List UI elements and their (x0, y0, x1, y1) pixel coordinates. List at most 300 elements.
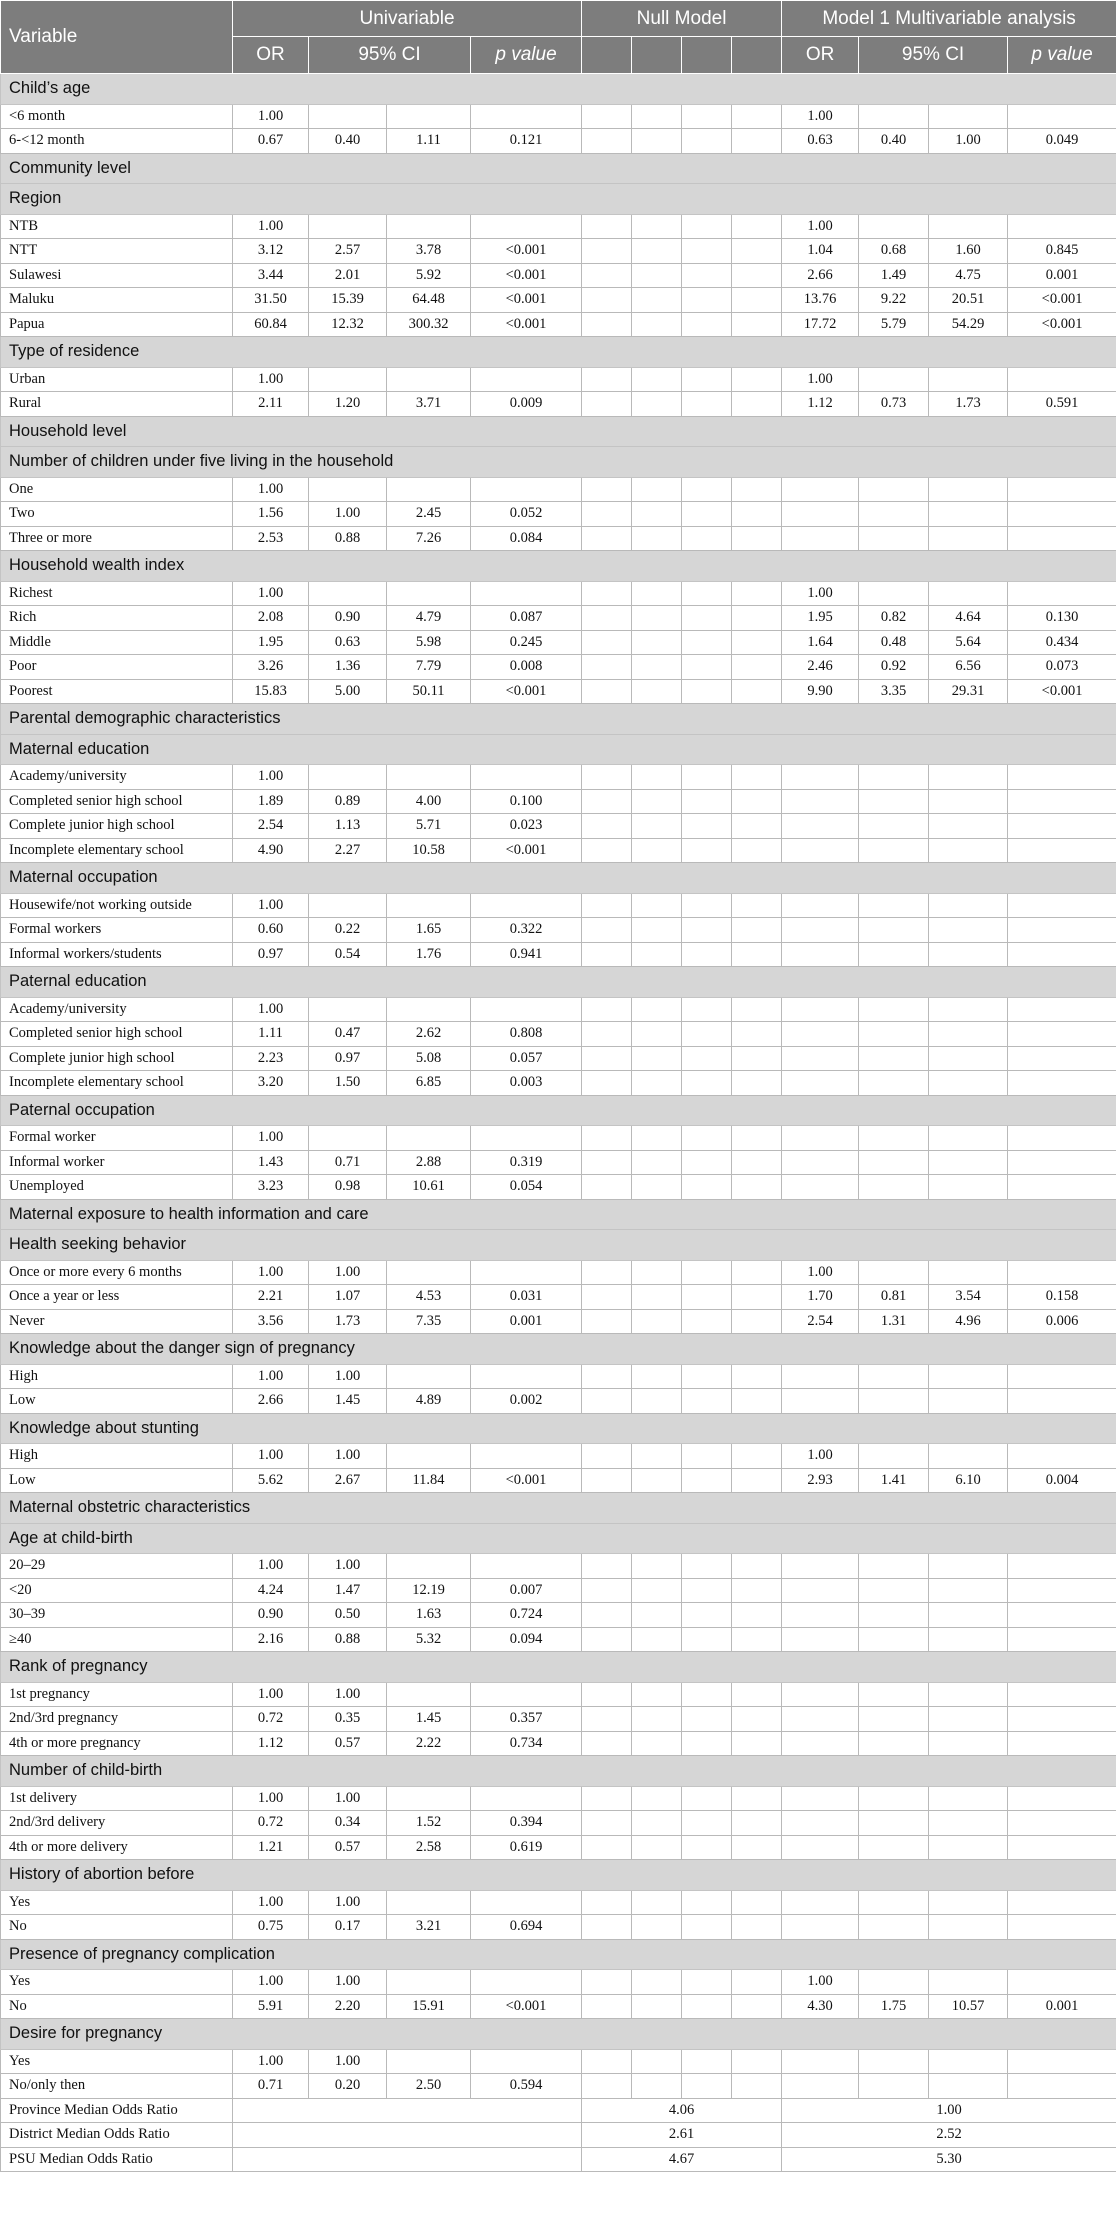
table-cell (859, 1603, 929, 1628)
table-cell: 0.007 (471, 1578, 582, 1603)
table-cell (582, 239, 632, 264)
table-cell (471, 1970, 582, 1995)
row-label: Middle (1, 630, 233, 655)
table-cell (682, 1554, 732, 1579)
table-cell (582, 655, 632, 680)
table-cell (582, 630, 632, 655)
row-label: Low (1, 1468, 233, 1493)
table-cell (732, 1890, 782, 1915)
table-row (1, 814, 1116, 839)
table-cell (682, 1150, 732, 1175)
table-row (1, 477, 1116, 502)
table-cell (859, 1071, 929, 1096)
table-cell (582, 1364, 632, 1389)
table-cell (782, 1786, 859, 1811)
section-header-row (1, 74, 1116, 105)
table-cell: 12.32 (309, 312, 387, 337)
median-odds-label: District Median Odds Ratio (1, 2123, 233, 2148)
table-cell: 1.70 (782, 1285, 859, 1310)
table-cell: 2.66 (233, 1389, 309, 1414)
table-cell: 3.44 (233, 263, 309, 288)
table-cell: 2.23 (233, 1046, 309, 1071)
table-cell (732, 918, 782, 943)
row-label: Completed senior high school (1, 789, 233, 814)
median-odds-null-value: 4.06 (582, 2098, 782, 2123)
table-cell (632, 1444, 682, 1469)
table-cell (732, 2074, 782, 2099)
table-cell (632, 312, 682, 337)
row-label: Sulawesi (1, 263, 233, 288)
table-cell (929, 1707, 1008, 1732)
table-cell: 3.78 (387, 239, 471, 264)
section-label: Age at child-birth (1, 1523, 1116, 1554)
table-cell (387, 1444, 471, 1469)
table-cell (859, 1578, 929, 1603)
row-label: Academy/university (1, 765, 233, 790)
table-cell (732, 1022, 782, 1047)
table-cell (682, 1890, 732, 1915)
table-cell (582, 104, 632, 129)
table-cell (682, 1260, 732, 1285)
table-cell: 0.057 (471, 1046, 582, 1071)
header-variable: Variable (1, 1, 233, 74)
table-cell (859, 942, 929, 967)
table-cell (732, 765, 782, 790)
section-header-row (1, 1756, 1116, 1787)
table-cell (582, 918, 632, 943)
table-cell (782, 893, 859, 918)
row-label: 1st pregnancy (1, 1682, 233, 1707)
table-cell: 7.35 (387, 1309, 471, 1334)
table-cell: 0.158 (1008, 1285, 1116, 1310)
table-cell: 0.845 (1008, 239, 1116, 264)
table-row (1, 502, 1116, 527)
table-cell (929, 214, 1008, 239)
table-row (1, 1126, 1116, 1151)
median-odds-null-value: 4.67 (582, 2147, 782, 2172)
median-odds-model1-value: 5.30 (782, 2147, 1116, 2172)
row-label: No (1, 1915, 233, 1940)
table-cell (682, 312, 732, 337)
table-cell: 1.00 (233, 214, 309, 239)
table-cell: 1.04 (782, 239, 859, 264)
table-cell (471, 765, 582, 790)
section-label: Paternal occupation (1, 1095, 1116, 1126)
table-cell: 2.67 (309, 1468, 387, 1493)
row-label: Housewife/not working outside (1, 893, 233, 918)
section-header-row (1, 416, 1116, 447)
row-label: Two (1, 502, 233, 527)
table-cell (859, 367, 929, 392)
table-cell: 0.81 (859, 1285, 929, 1310)
table-row (1, 1994, 1116, 2019)
table-cell: 0.35 (309, 1707, 387, 1732)
table-row (1, 679, 1116, 704)
table-cell (929, 918, 1008, 943)
table-cell (387, 1786, 471, 1811)
table-row (1, 263, 1116, 288)
section-label: Community level (1, 153, 1116, 184)
table-cell: 0.002 (471, 1389, 582, 1414)
table-cell: 1.52 (387, 1811, 471, 1836)
table-cell: 0.130 (1008, 606, 1116, 631)
table-row (1, 1603, 1116, 1628)
table-cell: 0.003 (471, 1071, 582, 1096)
table-cell: 0.88 (309, 526, 387, 551)
table-row (1, 1970, 1116, 1995)
table-cell (929, 765, 1008, 790)
table-cell: 2.46 (782, 655, 859, 680)
table-cell: 1.43 (233, 1150, 309, 1175)
table-cell (929, 1444, 1008, 1469)
section-header-row (1, 2019, 1116, 2050)
table-cell (582, 838, 632, 863)
table-cell: 1.11 (387, 129, 471, 154)
table-cell (1008, 1022, 1116, 1047)
table-cell (929, 477, 1008, 502)
table-cell: <0.001 (471, 288, 582, 313)
table-cell (782, 1811, 859, 1836)
table-cell (387, 367, 471, 392)
table-header (1, 1, 1116, 74)
header-or-model1: OR (782, 37, 859, 74)
table-cell (1008, 814, 1116, 839)
table-cell (732, 655, 782, 680)
table-cell: 4.75 (929, 263, 1008, 288)
table-cell (682, 392, 732, 417)
table-cell (1008, 1260, 1116, 1285)
table-cell (632, 214, 682, 239)
table-cell (632, 1309, 682, 1334)
section-header-row (1, 1334, 1116, 1365)
table-cell (471, 1364, 582, 1389)
table-cell (471, 367, 582, 392)
row-label: Three or more (1, 526, 233, 551)
table-cell (632, 477, 682, 502)
table-row (1, 392, 1116, 417)
table-cell: 0.75 (233, 1915, 309, 1940)
table-cell (387, 1890, 471, 1915)
table-cell (632, 679, 682, 704)
table-cell: 0.88 (309, 1627, 387, 1652)
table-cell (632, 239, 682, 264)
table-cell: 0.34 (309, 1811, 387, 1836)
table-cell: 4.30 (782, 1994, 859, 2019)
table-cell: 0.73 (859, 392, 929, 417)
table-cell: 2.22 (387, 1731, 471, 1756)
table-cell: 12.19 (387, 1578, 471, 1603)
table-cell (859, 997, 929, 1022)
table-cell (682, 1915, 732, 1940)
table-cell: 2.16 (233, 1627, 309, 1652)
table-cell (582, 1627, 632, 1652)
section-header-row (1, 184, 1116, 215)
table-cell (632, 1150, 682, 1175)
table-cell: 2.58 (387, 1835, 471, 1860)
table-cell (1008, 1682, 1116, 1707)
header-ci-model1: 95% CI (859, 37, 1008, 74)
table-cell (582, 2049, 632, 2074)
table-cell (582, 526, 632, 551)
table-row (1, 765, 1116, 790)
table-cell: 1.20 (309, 392, 387, 417)
table-cell: 20.51 (929, 288, 1008, 313)
table-cell (682, 367, 732, 392)
table-cell: 1.07 (309, 1285, 387, 1310)
row-label: Once or more every 6 months (1, 1260, 233, 1285)
table-cell (632, 1890, 682, 1915)
table-cell (682, 1970, 732, 1995)
table-cell (782, 1150, 859, 1175)
table-cell (782, 1890, 859, 1915)
table-cell: 3.54 (929, 1285, 1008, 1310)
table-cell (929, 997, 1008, 1022)
table-row (1, 1364, 1116, 1389)
table-cell (582, 893, 632, 918)
footer-blank-cell (233, 2098, 582, 2123)
row-label: Complete junior high school (1, 1046, 233, 1071)
table-cell: 1.00 (233, 1970, 309, 1995)
table-cell (1008, 1175, 1116, 1200)
section-label: Health seeking behavior (1, 1230, 1116, 1261)
table-cell: 4.89 (387, 1389, 471, 1414)
table-cell (582, 1915, 632, 1940)
table-cell (682, 655, 732, 680)
table-cell: 0.087 (471, 606, 582, 631)
row-label: Rich (1, 606, 233, 631)
table-cell (732, 1731, 782, 1756)
table-cell (582, 1890, 632, 1915)
table-row (1, 1046, 1116, 1071)
table-cell: 4.24 (233, 1578, 309, 1603)
table-cell: 0.57 (309, 1835, 387, 1860)
table-cell: 54.29 (929, 312, 1008, 337)
table-cell: 3.21 (387, 1915, 471, 1940)
table-cell (632, 1578, 682, 1603)
table-cell (632, 526, 682, 551)
table-cell (929, 1554, 1008, 1579)
section-label: Parental demographic characteristics (1, 704, 1116, 735)
table-cell (632, 1468, 682, 1493)
table-cell (1008, 1603, 1116, 1628)
table-cell (582, 288, 632, 313)
median-odds-label: Province Median Odds Ratio (1, 2098, 233, 2123)
table-cell (682, 263, 732, 288)
table-cell (682, 1627, 732, 1652)
table-cell (859, 104, 929, 129)
table-cell (732, 526, 782, 551)
header-pvalue-model1: p value (1008, 37, 1116, 74)
table-row (1, 1915, 1116, 1940)
table-cell: 0.734 (471, 1731, 582, 1756)
row-label: High (1, 1444, 233, 1469)
row-label: Completed senior high school (1, 1022, 233, 1047)
table-cell (471, 214, 582, 239)
table-cell: 2.21 (233, 1285, 309, 1310)
table-cell (1008, 1046, 1116, 1071)
row-label: 1st delivery (1, 1786, 233, 1811)
section-header-row (1, 1939, 1116, 1970)
table-cell (682, 1578, 732, 1603)
table-cell: 31.50 (233, 288, 309, 313)
section-header-row (1, 337, 1116, 368)
row-label: Incomplete elementary school (1, 1071, 233, 1096)
table-cell (859, 1389, 929, 1414)
table-cell (732, 392, 782, 417)
table-cell (1008, 838, 1116, 863)
table-cell (859, 789, 929, 814)
table-cell: <0.001 (471, 679, 582, 704)
table-cell (929, 1175, 1008, 1200)
table-cell: 4.53 (387, 1285, 471, 1310)
table-cell: 5.64 (929, 630, 1008, 655)
table-cell (582, 1835, 632, 1860)
table-cell (682, 214, 732, 239)
table-row (1, 893, 1116, 918)
table-cell (732, 1707, 782, 1732)
table-cell (1008, 918, 1116, 943)
table-cell (682, 1389, 732, 1414)
table-cell: 3.56 (233, 1309, 309, 1334)
table-cell: 60.84 (233, 312, 309, 337)
table-cell (859, 1786, 929, 1811)
table-cell (632, 1046, 682, 1071)
table-cell (582, 214, 632, 239)
table-cell: 1.00 (233, 367, 309, 392)
table-cell: 4.96 (929, 1309, 1008, 1334)
table-cell: 0.63 (782, 129, 859, 154)
table-cell (732, 1603, 782, 1628)
table-row (1, 1150, 1116, 1175)
table-cell (387, 765, 471, 790)
table-cell (782, 918, 859, 943)
table-cell (1008, 2049, 1116, 2074)
table-row (1, 655, 1116, 680)
table-cell (582, 1786, 632, 1811)
table-cell (471, 997, 582, 1022)
table-cell: 5.08 (387, 1046, 471, 1071)
table-cell: 0.009 (471, 392, 582, 417)
table-cell: 2.62 (387, 1022, 471, 1047)
table-cell (1008, 1915, 1116, 1940)
table-body (1, 74, 1116, 2172)
table-row (1, 1260, 1116, 1285)
section-header-row (1, 447, 1116, 478)
row-label: Once a year or less (1, 1285, 233, 1310)
table-cell (732, 942, 782, 967)
median-odds-row (1, 2098, 1116, 2123)
table-cell (782, 1022, 859, 1047)
table-cell (632, 1554, 682, 1579)
table-cell: 10.61 (387, 1175, 471, 1200)
median-odds-row (1, 2147, 1116, 2172)
footer-blank-cell (233, 2147, 582, 2172)
table-row (1, 1468, 1116, 1493)
table-cell (732, 288, 782, 313)
row-label: 6-<12 month (1, 129, 233, 154)
table-cell (859, 1707, 929, 1732)
table-cell (582, 1603, 632, 1628)
table-row (1, 630, 1116, 655)
table-cell (471, 477, 582, 502)
table-cell (929, 502, 1008, 527)
table-cell (309, 367, 387, 392)
row-label: 30–39 (1, 1603, 233, 1628)
table-cell (732, 1970, 782, 1995)
table-cell (682, 1835, 732, 1860)
table-cell (632, 581, 682, 606)
table-cell: 0.72 (233, 1707, 309, 1732)
table-row (1, 838, 1116, 863)
table-cell (929, 838, 1008, 863)
table-cell (929, 1682, 1008, 1707)
table-cell (859, 838, 929, 863)
table-cell (859, 2049, 929, 2074)
section-header-row (1, 967, 1116, 998)
table-cell: 1.00 (309, 1260, 387, 1285)
table-cell (632, 1022, 682, 1047)
table-cell (632, 814, 682, 839)
table-cell (929, 1627, 1008, 1652)
table-cell: 1.65 (387, 918, 471, 943)
table-cell: 1.73 (929, 392, 1008, 417)
section-label: Paternal education (1, 967, 1116, 998)
table-cell (682, 2049, 732, 2074)
table-cell (732, 1468, 782, 1493)
table-cell: 15.91 (387, 1994, 471, 2019)
row-label: Informal worker (1, 1150, 233, 1175)
table-cell (859, 1627, 929, 1652)
table-cell (682, 1786, 732, 1811)
table-cell (859, 1444, 929, 1469)
table-cell: 1.00 (233, 997, 309, 1022)
table-cell: 0.121 (471, 129, 582, 154)
table-row (1, 1389, 1116, 1414)
section-header-row (1, 153, 1116, 184)
table-cell (682, 1126, 732, 1151)
table-cell (682, 1731, 732, 1756)
table-cell (859, 765, 929, 790)
table-row (1, 606, 1116, 631)
table-cell (1008, 997, 1116, 1022)
table-cell: <0.001 (1008, 679, 1116, 704)
table-cell: 9.90 (782, 679, 859, 704)
table-cell: 1.00 (309, 1890, 387, 1915)
table-row (1, 997, 1116, 1022)
table-cell (929, 1811, 1008, 1836)
table-cell (582, 1071, 632, 1096)
table-cell (309, 1126, 387, 1151)
section-label: Rank of pregnancy (1, 1652, 1116, 1683)
table-cell (732, 1682, 782, 1707)
table-cell (682, 1046, 732, 1071)
table-cell: 13.76 (782, 288, 859, 313)
table-cell (859, 1150, 929, 1175)
table-cell: 0.90 (309, 606, 387, 631)
table-cell (309, 581, 387, 606)
table-cell (309, 997, 387, 1022)
table-cell (732, 1285, 782, 1310)
table-cell (732, 1835, 782, 1860)
row-label: Incomplete elementary school (1, 838, 233, 863)
row-label: High (1, 1364, 233, 1389)
row-label: 2nd/3rd pregnancy (1, 1707, 233, 1732)
table-cell (929, 1150, 1008, 1175)
table-cell: 0.89 (309, 789, 387, 814)
table-cell (732, 679, 782, 704)
table-cell: 0.001 (1008, 1994, 1116, 2019)
table-cell (859, 1175, 929, 1200)
